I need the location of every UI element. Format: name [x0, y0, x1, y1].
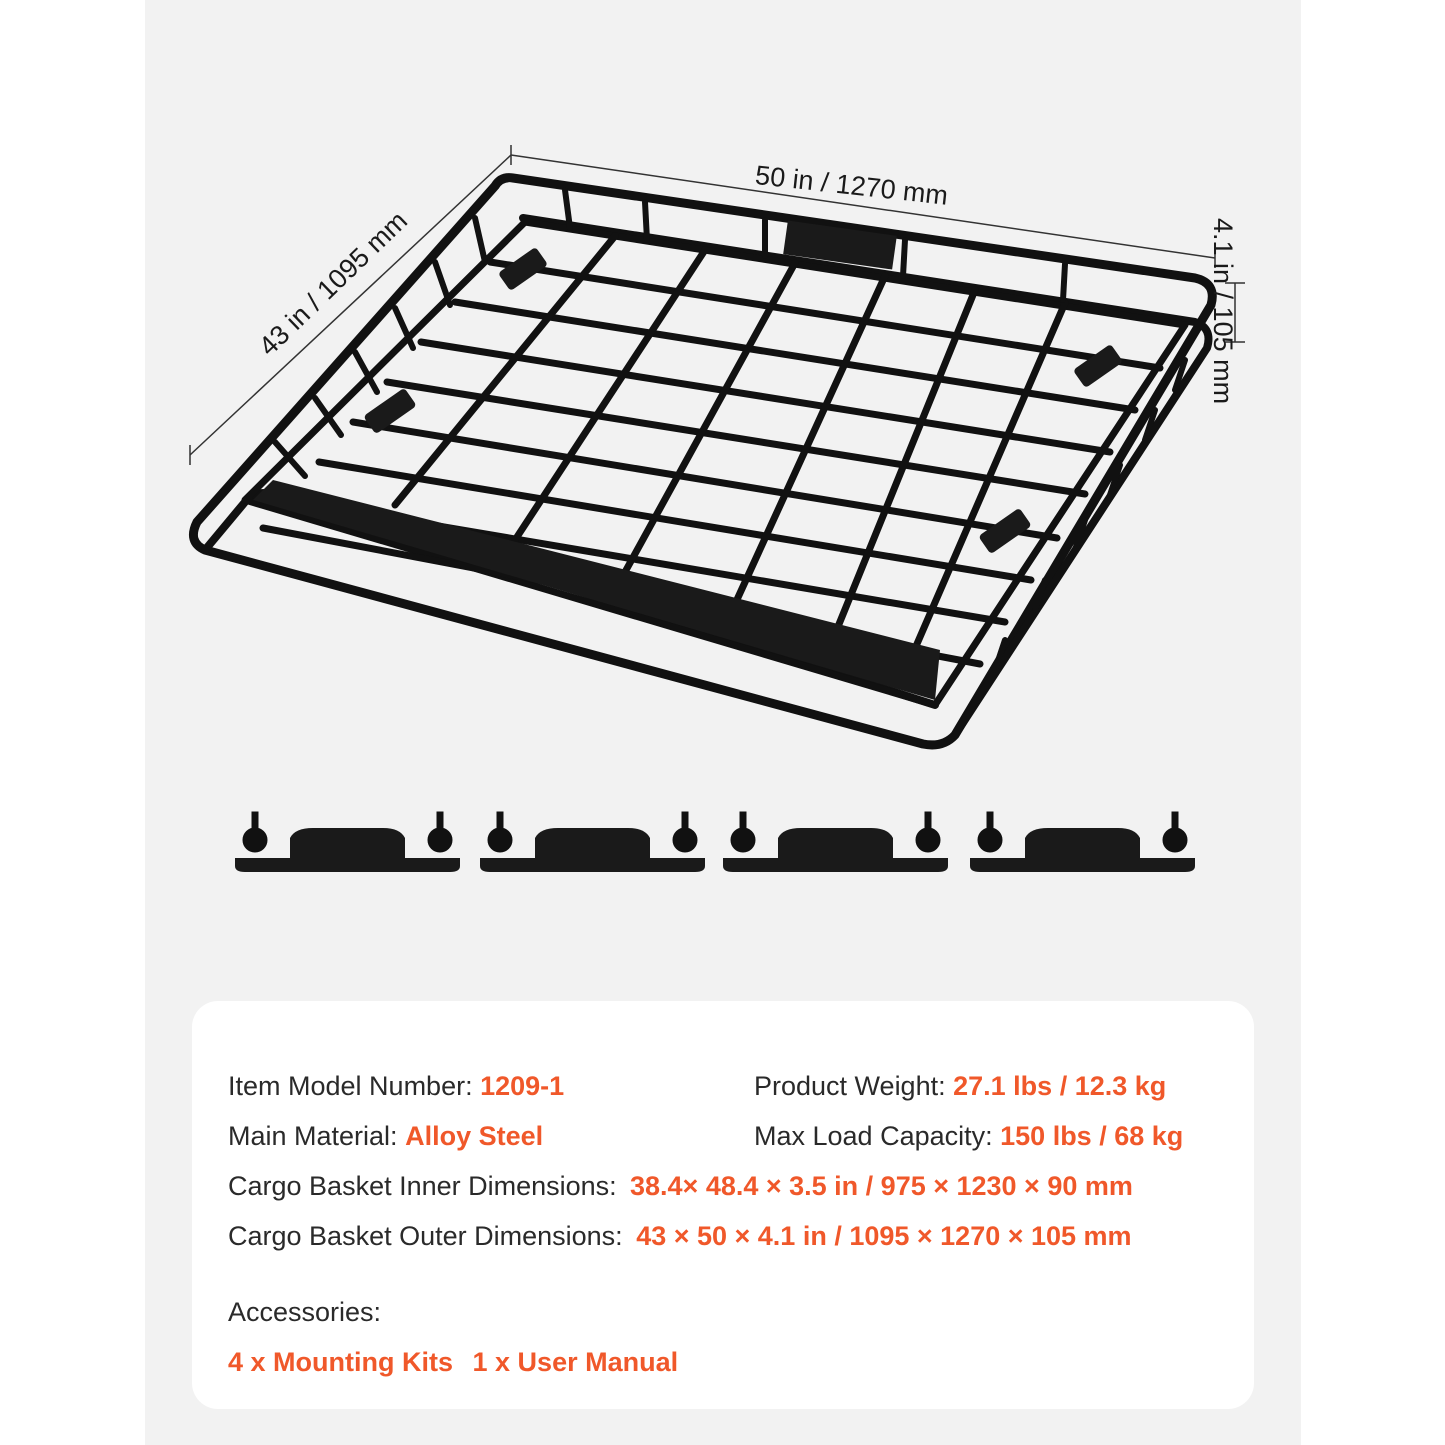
- outer-dimensions-value: 43 × 50 × 4.1 in / 1095 × 1270 × 105 mm: [636, 1221, 1132, 1251]
- inner-dimensions-label: Cargo Basket Inner Dimensions:: [228, 1171, 617, 1201]
- spec-card: [192, 1001, 1254, 1409]
- model-number-label: Item Model Number:: [228, 1071, 473, 1101]
- height-dimension-label: 4.1 in / 105 mm: [1208, 218, 1238, 405]
- model-number-value: 1209-1: [480, 1071, 565, 1101]
- inner-dimensions-row: [228, 1171, 1133, 1202]
- width-dimension-label: 43 in / 1095 mm: [253, 205, 414, 362]
- max-load-row: [754, 1121, 1183, 1152]
- max-load-label: Max Load Capacity:: [754, 1121, 993, 1151]
- accessory-item: 1 x User Manual: [472, 1347, 679, 1377]
- outer-dimensions-label: Cargo Basket Outer Dimensions:: [228, 1221, 623, 1251]
- product-weight-value: 27.1 lbs / 12.3 kg: [953, 1071, 1167, 1101]
- main-material-row: [228, 1121, 543, 1152]
- product-figure: [145, 0, 1301, 980]
- max-load-value: 150 lbs / 68 kg: [1000, 1121, 1184, 1151]
- accessory-item: 4 x Mounting Kits: [228, 1347, 453, 1377]
- main-material-label: Main Material:: [228, 1121, 398, 1151]
- main-material-value: Alloy Steel: [405, 1121, 544, 1151]
- mounting-bracket-4: [970, 812, 1195, 872]
- model-number-row: [228, 1071, 564, 1102]
- length-dimension-label: 50 in / 1270 mm: [753, 160, 950, 211]
- accessories-list: [228, 1347, 678, 1378]
- product-weight-label: Product Weight:: [754, 1071, 946, 1101]
- mounting-bracket-1: [235, 812, 460, 872]
- cargo-basket-illustration: [145, 0, 1301, 980]
- mounting-bracket-2: [480, 812, 705, 872]
- outer-dimensions-row: [228, 1221, 1132, 1252]
- mounting-bracket-3: [723, 812, 948, 872]
- mounting-brackets: [235, 812, 1195, 872]
- inner-dimensions-value: 38.4× 48.4 × 3.5 in / 975 × 1230 × 90 mm: [630, 1171, 1133, 1201]
- accessories-heading: Accessories:: [228, 1297, 382, 1327]
- product-weight-row: [754, 1071, 1166, 1102]
